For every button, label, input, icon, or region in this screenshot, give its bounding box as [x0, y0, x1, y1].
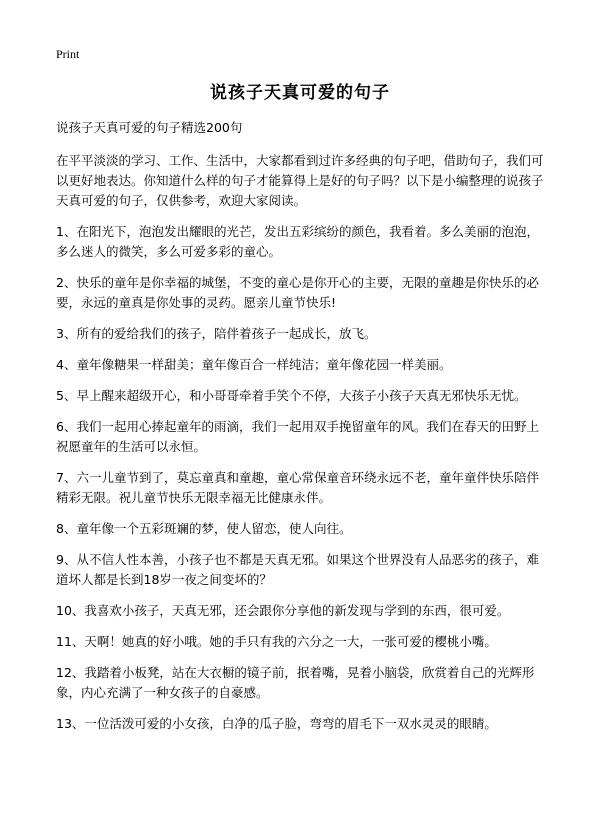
sentence-item: 13、一位活泼可爱的小女孩，白净的瓜子脸，弯弯的眉毛下一双水灵灵的眼睛。: [56, 716, 497, 731]
sentence-item: 11、天啊！她真的好小哦。她的手只有我的六分之一大，一张可爱的樱桃小嘴。: [56, 634, 497, 649]
sentence-item: 2、快乐的童年是你幸福的城堡，不变的童心是你开心的主要，无限的童趣是你快乐的必要，永远的童真是你处事的灵药。愿亲儿童节快乐!: [56, 275, 539, 310]
sentence-item: 5、早上醒来超级开心，和小哥哥牵着手笑个不停，大孩子小孩子天真无邪快乐无忧。: [56, 388, 527, 403]
sentence-item: 4、童年像糖果一样甜美；童年像百合一样纯洁；童年像花园一样美丽。: [56, 357, 452, 372]
sentence-item: 9、从不信人性本善，小孩子也不都是天真无邪。如果这个世界没有人品恶劣的孩子，难道坏人都是长到18岁一夜之间变坏的？: [56, 552, 539, 587]
sentence-item: 1、在阳光下，泡泡发出耀眼的光芒，发出五彩缤纷的颜色，我看着。多么美丽的泡泡，多么迷人的微笑，多么可爱多彩的童心。: [56, 224, 539, 259]
sentence-item: 7、六一儿童节到了，莫忘童真和童趣，童心常保童音环绕永远不老，童年童伴快乐陪伴精彩无限。祝儿童节快乐无限幸福无比健康永伴。: [56, 470, 539, 505]
article-subtitle: 说孩子天真可爱的句子精选200句: [56, 120, 243, 135]
sentence-item: 6、我们一起用心捧起童年的雨滴，我们一起用双手挽留童年的风。我们在春天的田野上祝愿童年的生活可以永恒。: [56, 419, 539, 454]
sentence-item: 10、我喜欢小孩子，天真无邪，还会跟你分享他的新发现与学到的东西，很可爱。: [56, 603, 510, 618]
intro-paragraph: 在平平淡淡的学习、工作、生活中，大家都看到过许多经典的句子吧，借助句子，我们可以更好地表达。你知道什么样的句子才能算得上是好的句子吗？以下是小编整理的说孩子天真可爱的句子，仅供参考，欢迎大家阅读。: [56, 153, 544, 208]
print-link[interactable]: Print: [56, 47, 80, 61]
sentence-item: 3、所有的爱给我们的孩子，陪伴着孩子一起成长，放飞。: [56, 326, 377, 341]
page-title: 说孩子天真可爱的句子: [210, 83, 390, 103]
article-body: [56, 118, 548, 745]
sentence-item: 12、我踏着小板凳，站在大衣橱的镜子前，抿着嘴，晃着小脑袋，欣赏着自己的光辉形象，内心充满了一种女孩子的自豪感。: [56, 665, 535, 700]
sentence-item: 8、童年像一个五彩斑斓的梦，使人留恋，使人向往。: [56, 521, 352, 536]
